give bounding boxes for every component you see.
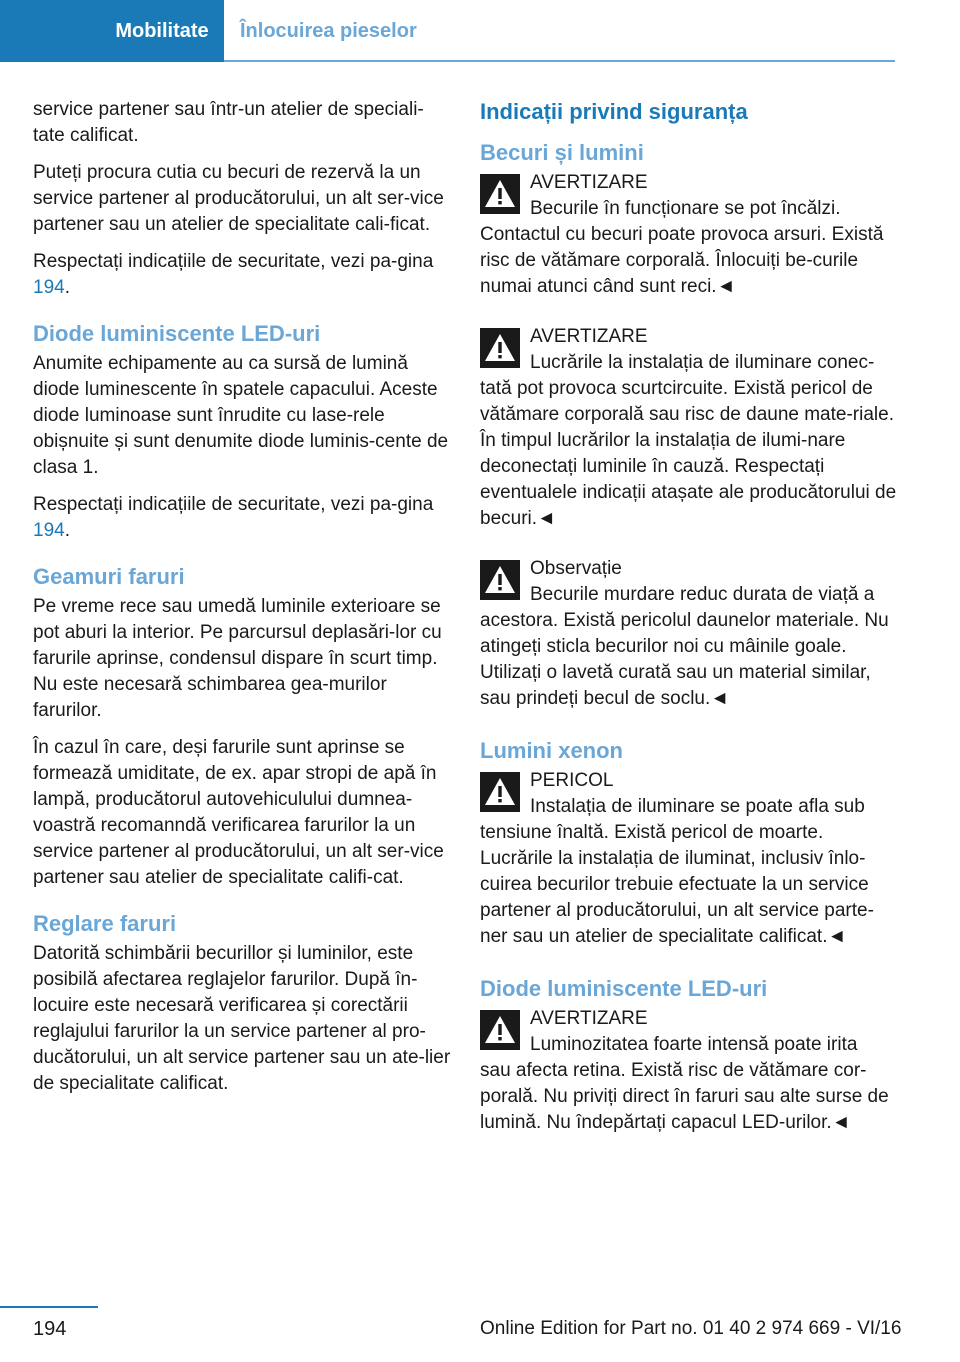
warning-triangle-icon bbox=[480, 328, 520, 368]
warning-text: Contactul cu becuri poate provoca arsuri. Există risc de vătămare corporală. Înlocuiți be-curile numai atunci când sunt reci.◄ bbox=[480, 224, 884, 297]
header-tab-mobilitate[interactable]: Mobilitate bbox=[100, 0, 224, 62]
paragraph: În cazul în care, deși farurile sunt aprinse se formează umiditate, de ex. apar stropi de apă în lampă, producătorul autovehiculului dumnea-voastră recomanndă verificarea farurilor la un service partener al producătorului, un alt ser-vice partener sau atelier de specialitate califi-cat. bbox=[33, 737, 444, 888]
section-heading-adjust: Reglare faruri bbox=[33, 911, 177, 936]
page-number: 194 bbox=[33, 1318, 67, 1340]
warning-text: tată pot provoca scurtcircuite. Există pericol de vătămare corporală sau risc de daune mate-riale. În timpul lucrărilor la instalația de ilumi-nare deconectați luminile în cauză. Respectați eventualele indicații atașate ale producătorului de becuri.◄ bbox=[480, 378, 897, 529]
edition-text: Online Edition for Part no. 01 40 2 974 669 - VI/16 bbox=[480, 1318, 902, 1339]
page-link[interactable]: 194 bbox=[33, 277, 65, 298]
paragraph: Respectați indicațiile de securitate, vezi pa-gina 194. bbox=[33, 251, 434, 298]
subheading-bulbs: Becuri și lumini bbox=[480, 140, 644, 165]
warning-triangle-icon bbox=[480, 772, 520, 812]
warning-text: sau afecta retina. Există risc de vătămare cor-porală. Nu priviți direct în faruri sau alte surse de lumină. Nu îndepărtați capacul LED-urilor.◄ bbox=[480, 1060, 889, 1133]
warning-label: AVERTIZARE bbox=[530, 326, 648, 347]
paragraph: Respectați indicațiile de securitate, vezi pa-gina 194. bbox=[33, 494, 434, 541]
warning-triangle-icon bbox=[480, 560, 520, 600]
warning-line: Luminozitatea foarte intensă poate irita bbox=[530, 1034, 858, 1055]
header-tab-section[interactable]: Înlocuirea pieselor bbox=[240, 20, 417, 42]
warning-line: Lucrările la instalația de iluminare conec- bbox=[530, 352, 875, 373]
paragraph: Puteți procura cutia cu becuri de rezervă la un service partener al producătorului, un alt ser-vice partener sau un atelier de specialitate cali-ficat. bbox=[33, 162, 444, 235]
warning-triangle-icon bbox=[480, 174, 520, 214]
footer-rule bbox=[0, 1306, 98, 1308]
note-label: Observație bbox=[530, 558, 622, 579]
header-rule bbox=[224, 60, 895, 62]
paragraph: service partener sau într-un atelier de speciali-tate calificat. bbox=[33, 99, 424, 146]
section-heading-glass: Geamuri faruri bbox=[33, 564, 185, 589]
section-heading-safety: Indicații privind siguranța bbox=[480, 99, 748, 124]
page-link[interactable]: 194 bbox=[33, 520, 65, 541]
warning-block bbox=[480, 324, 898, 532]
note-block bbox=[480, 556, 898, 712]
note-text: acestora. Există pericolul daunelor materiale. Nu atingeți sticla becurilor noi cu mâinile goale. Utilizați o lavetă curată sau un material similar, sau prindeți becul de soclu.◄ bbox=[480, 610, 889, 709]
paragraph: Pe vreme rece sau umedă luminile exterioare se pot aburi la interior. Pe parcursul deplasări-lor cu farurile aprinse, condensul dispare în scurt timp. Nu este necesară schimbarea gea-murilor farurilor. bbox=[33, 596, 442, 721]
warning-label: AVERTIZARE bbox=[530, 1008, 648, 1029]
section-heading-led: Diode luminiscente LED-uri bbox=[33, 321, 321, 346]
danger-text: tensiune înaltă. Există pericol de moarte. Lucrările la instalația de iluminat, inclusiv înlo-cuirea becurilor trebuie efectuate la un service partener al producătorului, un alt service parte-ner sau un atelier de specialitate calificat.◄ bbox=[480, 822, 874, 947]
warning-label: AVERTIZARE bbox=[530, 172, 648, 193]
subheading-xenon: Lumini xenon bbox=[480, 738, 623, 763]
warning-line: Becurile în funcționare se pot încălzi. bbox=[530, 198, 841, 219]
warning-block bbox=[480, 1006, 898, 1136]
page-header bbox=[0, 0, 895, 62]
header-accent-block bbox=[0, 0, 100, 62]
warning-block bbox=[480, 170, 898, 300]
note-line: Becurile murdare reduc durata de viață a bbox=[530, 584, 875, 605]
danger-label: PERICOL bbox=[530, 770, 614, 791]
danger-line: Instalația de iluminare se poate afla sub bbox=[530, 796, 865, 817]
left-column bbox=[33, 97, 453, 1108]
paragraph: Anumite echipamente au ca sursă de lumină diode luminescente în spatele capacului. Aceste diode luminoase sunt înrudite cu lase-rele obișnuite și sunt denumite diode luminis-cente de clasa 1. bbox=[33, 353, 449, 478]
danger-block bbox=[480, 768, 898, 950]
paragraph: Datorită schimbării becurillor și luminilor, este posibilă afectarea reglajelor farurilor. După în-locuire este necesară verificarea și corectării reglajului farurilor la un service partener al pro-ducătorului, un alt service partener sau un ate-lier de specialitate calificat. bbox=[33, 943, 451, 1094]
subheading-led: Diode luminiscente LED-uri bbox=[480, 976, 768, 1001]
warning-triangle-icon bbox=[480, 1010, 520, 1050]
right-column bbox=[480, 97, 898, 1160]
